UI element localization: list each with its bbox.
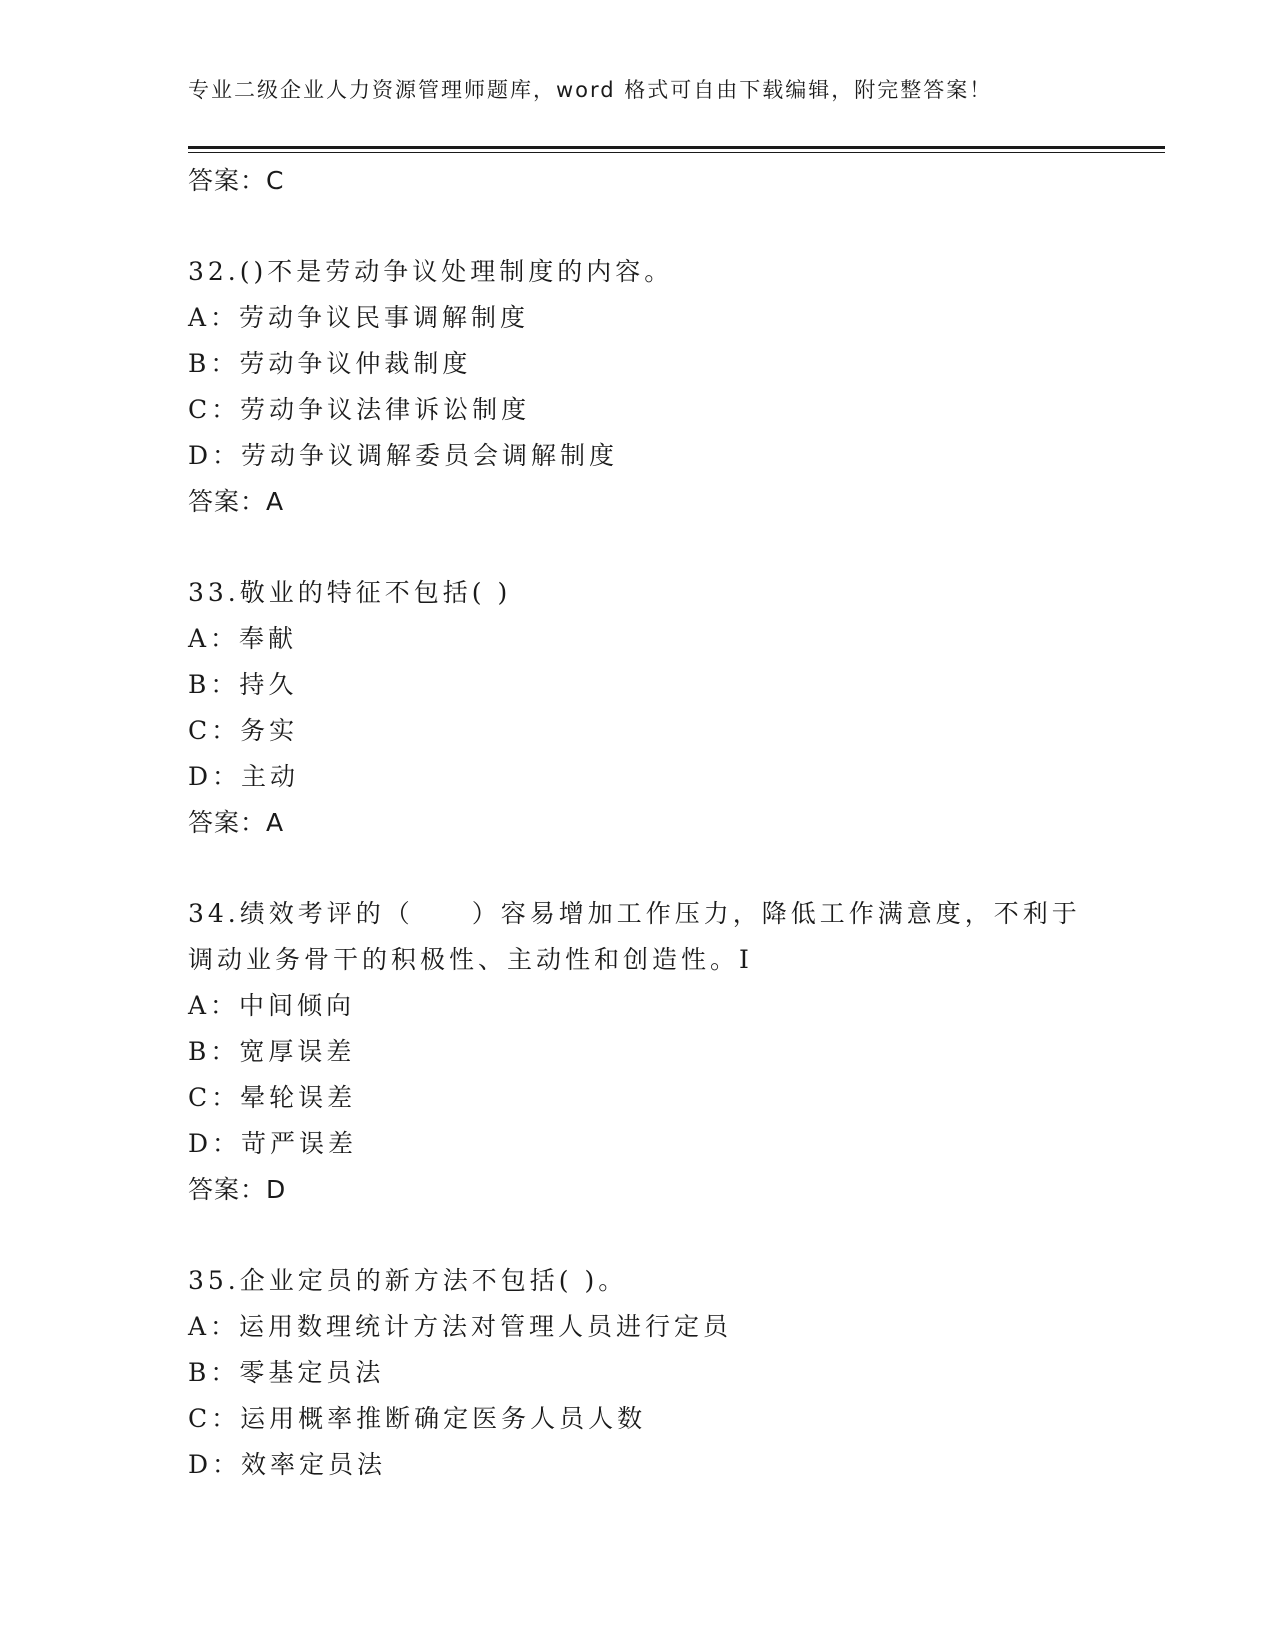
option-b: B：持久 [188,670,298,699]
option-a: A：奉献 [188,624,298,653]
option-a: A：中间倾向 [188,991,356,1020]
answer-label: 答案：A [188,808,285,837]
question-35 [188,1258,1088,1488]
option-c: C：运用概率推断确定医务人员人数 [188,1404,647,1433]
question-34 [188,891,1088,1213]
question-stem: 35.企业定员的新方法不包括( )。 [188,1266,628,1295]
option-b: B：劳动争议仲裁制度 [188,349,472,378]
question-33 [188,570,1088,846]
answer-label: 答案：C [188,166,285,195]
option-d: D：劳动争议调解委员会调解制度 [188,441,619,470]
option-a: A：运用数理统计方法对管理人员进行定员 [188,1312,733,1341]
option-d: D：效率定员法 [188,1450,387,1479]
answer-label: 答案：A [188,487,285,516]
option-d: D：主动 [188,762,300,791]
option-c: C：劳动争议法律诉讼制度 [188,395,531,424]
option-c: C：晕轮误差 [188,1083,357,1112]
header-rule-thin [188,152,1165,153]
option-b: B：宽厚误差 [188,1037,356,1066]
question-stem: 34.绩效考评的（ ）容易增加工作压力，降低工作满意度，不利于调动业务骨干的积极性、主动性和创造性。I [188,899,1081,974]
option-c: C：务实 [188,716,299,745]
question-stem: 32.()不是劳动争议处理制度的内容。 [188,257,674,286]
question-stem: 33.敬业的特征不包括( ) [188,578,512,607]
option-d: D：苛严误差 [188,1129,358,1158]
answer-label: 答案：D [188,1175,287,1204]
header-rule-thick [188,146,1165,149]
question-32 [188,249,1088,525]
question-content [188,158,1088,1533]
option-b: B：零基定员法 [188,1358,385,1387]
option-a: A：劳动争议民事调解制度 [188,303,530,332]
page-header: 专业二级企业人力资源管理师题库，word 格式可自由下载编辑，附完整答案！ [188,78,993,102]
